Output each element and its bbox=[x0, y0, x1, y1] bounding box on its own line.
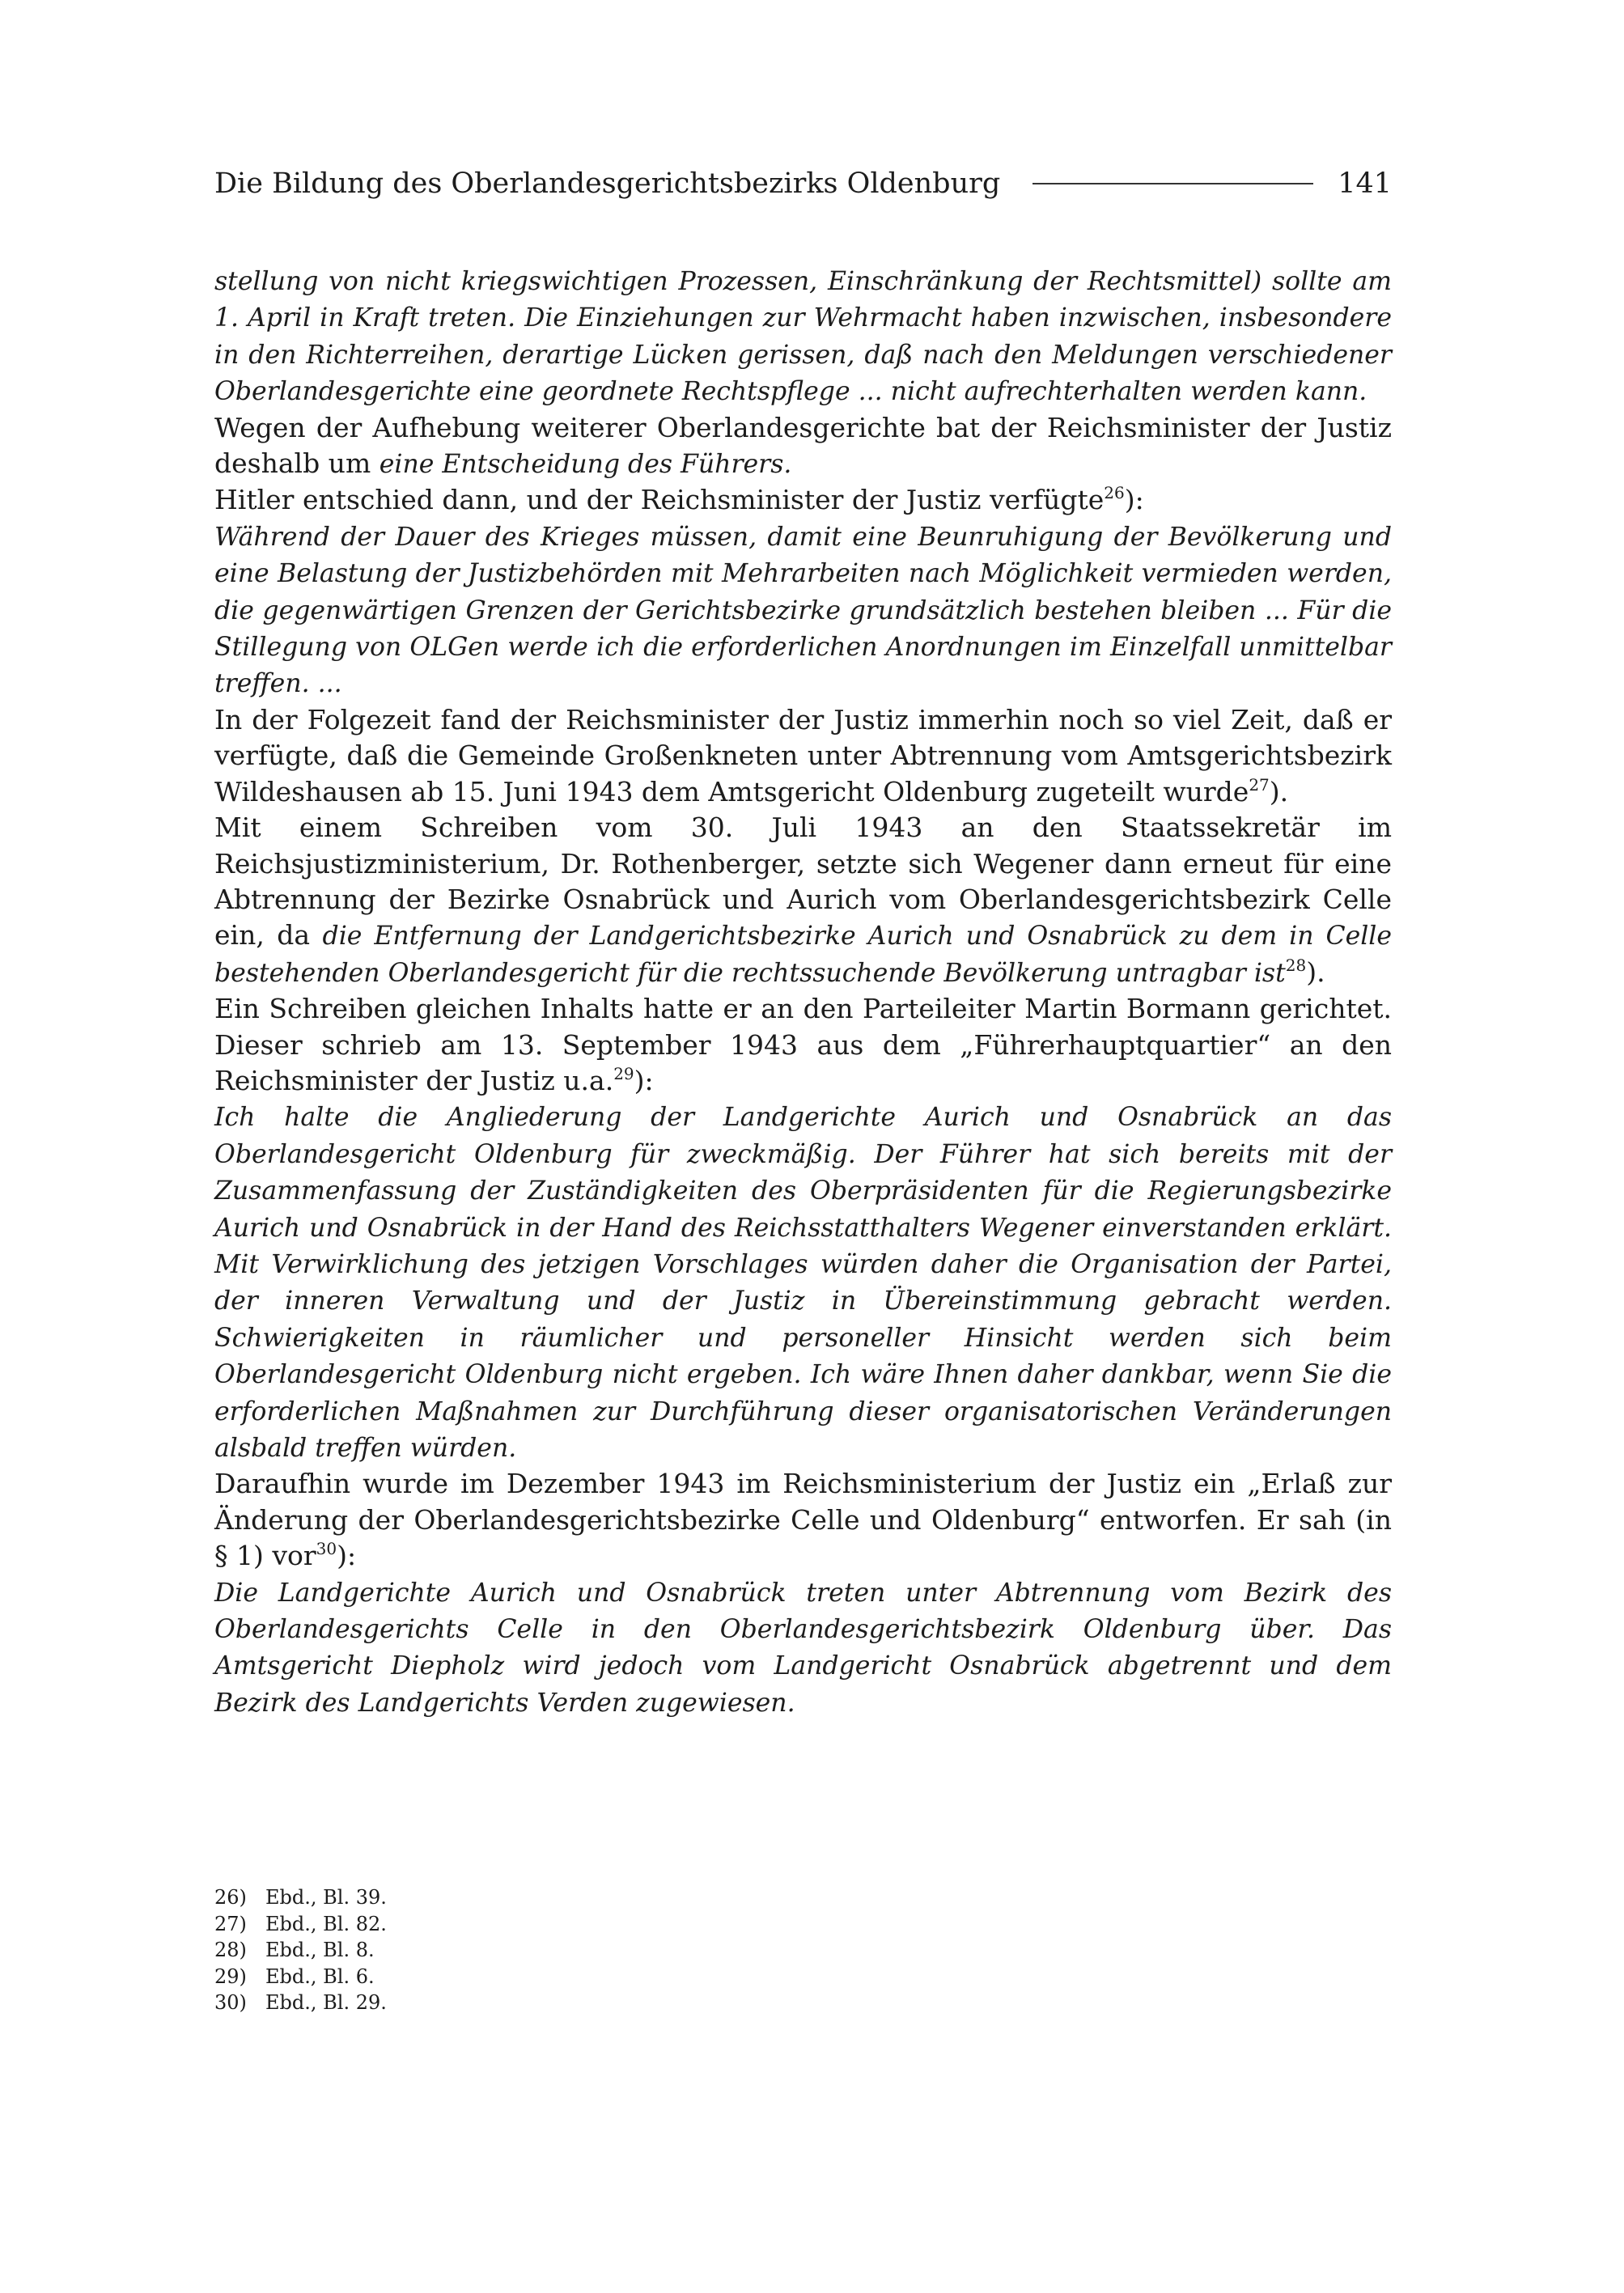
running-title: Die Bildung des Oberlandesgerichtsbezirks Oldenburg bbox=[214, 167, 1001, 200]
footnotes bbox=[214, 1884, 1024, 2016]
running-header bbox=[214, 166, 1392, 201]
paragraph bbox=[214, 702, 1392, 810]
page-number: 141 bbox=[1338, 167, 1392, 200]
body-text-run: Hitler entschied dann, und der Reichsminister der Justiz verfügte bbox=[214, 484, 1105, 516]
paragraph bbox=[214, 482, 1392, 518]
footnote-number: 29) bbox=[214, 1965, 247, 1988]
footnote-text: Ebd., Bl. 6. bbox=[265, 1965, 375, 1988]
quoted-text: Die Landgerichte Aurich und Osnabrück treten unter Abtrennung vom Bezirk des Oberlandesgerichts Celle in den Oberlandesgerichtsbezirk Oldenburg über. Das Amtsgericht Diepholz wird jedoch vom Landgericht Osnabrück abgetrennt und dem Bezirk des Landgerichts Verden zugewiesen. bbox=[214, 1578, 1392, 1718]
body-text-run: In der Folgezeit fand der Reichsminister der Justiz immerhin noch so viel Zeit, daß er verfügte, daß die Gemeinde Großenkneten unter Abtrennung vom Amtsgerichtsbezirk Wildeshausen ab 15. Juni 1943 dem Amtsgericht Oldenburg zugeteilt wurde bbox=[214, 703, 1392, 807]
paragraph bbox=[214, 810, 1392, 991]
footnote bbox=[214, 1964, 1024, 1990]
footnote bbox=[214, 1911, 1024, 1938]
footnote-number: 27) bbox=[214, 1912, 247, 1935]
footnote-reference: 28 bbox=[1285, 955, 1307, 975]
paragraph bbox=[214, 1466, 1392, 1574]
body-text-run: Ein Schreiben gleichen Inhalts hatte er an den Parteileiter Martin Bormann gerichtet. Dieser schrieb am 13. September 1943 aus dem „Führerhauptquartier“ an den Reichsminister der Justiz u.a. bbox=[214, 993, 1392, 1096]
paragraph bbox=[214, 263, 1392, 410]
body-text-run: Mit einem Schreiben vom 30. Juli 1943 an den Staatssekretär im Reichsjustizministerium, Dr. Rothenberger, setzte sich Wegener dann erneut für eine Abtrennung der Bezirke Osnabrück und Aurich vom Oberlandesgerichtsbezirk Celle ein, da bbox=[214, 812, 1392, 952]
paragraph bbox=[214, 519, 1392, 702]
quoted-text: Während der Dauer des Krieges müssen, damit eine Beunruhigung der Bevölkerung und eine Belastung der Justizbehörden mit Mehrarbeiten nach Möglichkeit vermieden werden, die gegenwärtigen Grenzen der Gerichtsbezirke grundsätzlich bestehen bleiben ... Für die Stillegung von OLGen werde ich die erforderlichen Anordnungen im Einzelfall unmittelbar treffen. ... bbox=[214, 522, 1392, 699]
quoted-text: die Entfernung der Landgerichtsbezirke Aurich und Osnabrück zu dem in Celle bestehenden Oberlandesgericht für die rechtssuchende Bevölkerung untragbar ist bbox=[214, 922, 1393, 988]
header-rule bbox=[1032, 183, 1313, 184]
body-text-run: ). bbox=[1269, 775, 1289, 807]
body-text-run: ): bbox=[634, 1064, 654, 1096]
quoted-text: Ich halte die Angliederung der Landgerichte Aurich und Osnabrück an das Oberlandesgericht Oldenburg für zweckmäßig. Der Führer hat sich bereits mit der Zusammenfassung der Zuständigkeiten des Oberpräsidenten für die Regierungsbezirke Aurich und Osnabrück in der Hand des Reichsstatthalters Wegener einverstanden erklärt. Mit Verwirklichung des jetzigen Vorschlages würden daher die Organisation der Partei, der inneren Verwaltung und der Justiz in Übereinstimmung gebracht werden. Schwierigkeiten in räumlicher und personeller Hinsicht werden sich beim Oberlandesgericht Oldenburg nicht ergeben. Ich wäre Ihnen daher dankbar, wenn Sie die erforderlichen Maßnahmen zur Durchführung dieser organisatorischen Veränderungen alsbald treffen würden. bbox=[214, 1103, 1392, 1463]
quoted-text: stellung von nicht kriegswichtigen Prozessen, Einschränkung der Rechtsmittel) sollte am 1. April in Kraft treten. Die Einziehungen zur Wehrmacht haben inzwischen, insbesondere in den Richterreihen, derartige Lücken gerissen, daß nach den Meldungen verschiedener Oberlandesgerichte eine geordnete Rechtspflege ... nicht aufrechterhalten werden kann. bbox=[214, 267, 1392, 407]
footnote-reference: 29 bbox=[613, 1063, 634, 1083]
paragraph bbox=[214, 991, 1392, 1099]
footnote-number: 28) bbox=[214, 1939, 247, 1961]
footnote-number: 26) bbox=[214, 1886, 247, 1909]
footnote bbox=[214, 1884, 1024, 1911]
footnote bbox=[214, 1990, 1024, 2016]
quoted-text: eine Entscheidung des Führers. bbox=[379, 450, 792, 480]
body-text-run: ): bbox=[1124, 484, 1144, 516]
body-text-run: ). bbox=[1306, 956, 1325, 988]
footnote-reference: 26 bbox=[1104, 483, 1125, 503]
paragraph bbox=[214, 1099, 1392, 1466]
footnote bbox=[214, 1937, 1024, 1964]
footnote-text: Ebd., Bl. 39. bbox=[265, 1886, 387, 1909]
paragraph bbox=[214, 1575, 1392, 1722]
footnote-number: 30) bbox=[214, 1991, 247, 2014]
body-text-run: ): bbox=[337, 1540, 357, 1572]
footnote-text: Ebd., Bl. 8. bbox=[265, 1939, 375, 1961]
footnote-reference: 27 bbox=[1249, 774, 1270, 795]
body-text-run: Wegen der Aufhebung weiterer Oberlandesgerichte bat der Reichsminister der Justiz deshalb um bbox=[214, 411, 1392, 480]
body-text-run: Daraufhin wurde im Dezember 1943 im Reichsministerium der Justiz ein „Erlaß zur Änderung der Oberlandesgerichtsbezirke Celle und Oldenburg“ entworfen. Er sah (in § 1) vor bbox=[214, 1468, 1392, 1572]
body-text bbox=[214, 263, 1392, 1721]
footnote-reference: 30 bbox=[316, 1539, 337, 1559]
paragraph bbox=[214, 410, 1392, 483]
footnote-text: Ebd., Bl. 82. bbox=[265, 1912, 387, 1935]
footnote-text: Ebd., Bl. 29. bbox=[265, 1991, 387, 2014]
